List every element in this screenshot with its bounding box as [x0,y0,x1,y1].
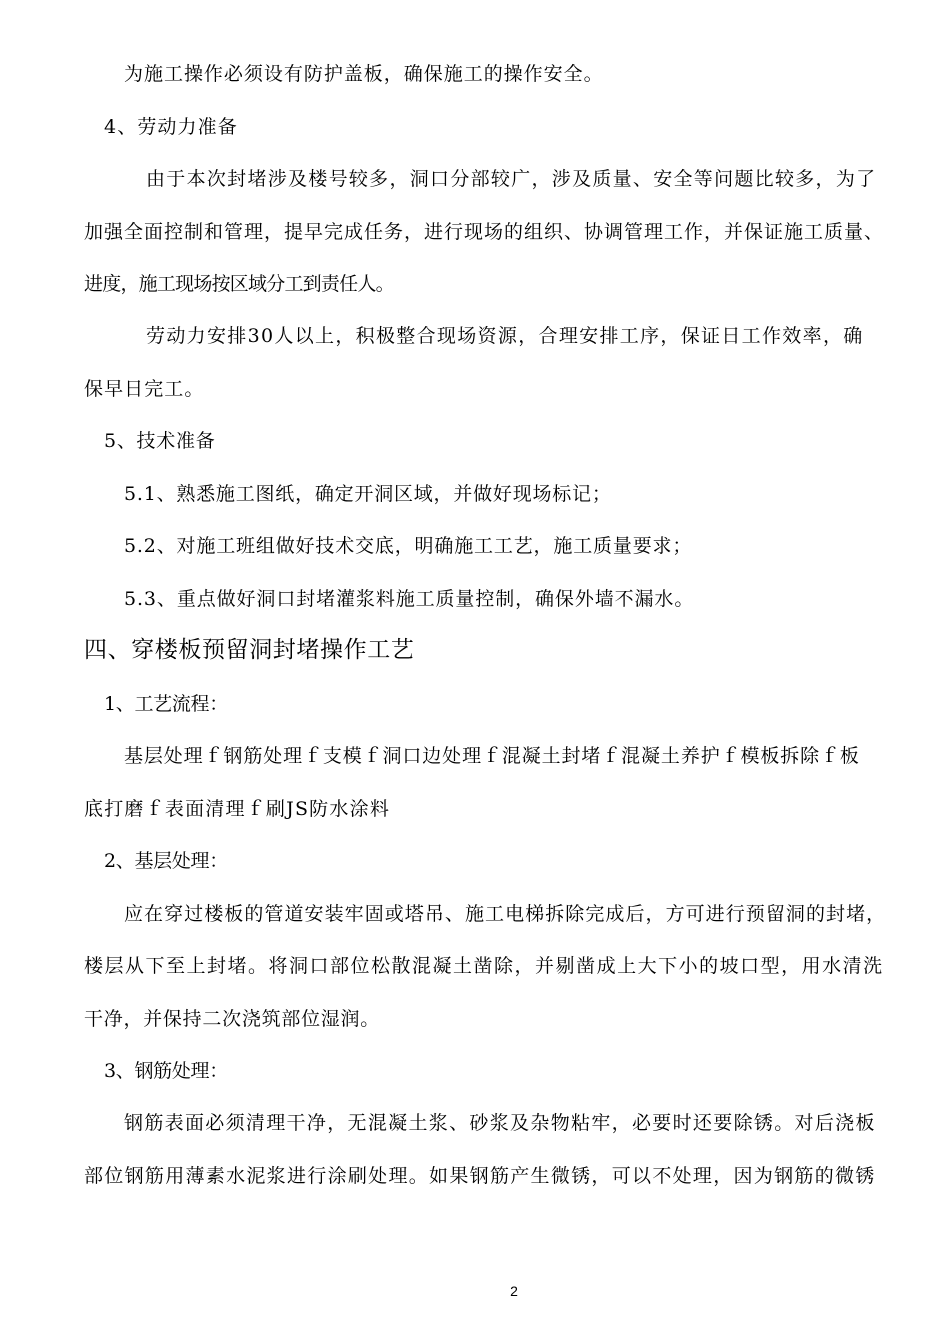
paragraph-line: 应在穿过楼板的管道安装牢固或塔吊、施工电梯拆除完成后，方可进行预留洞的封堵， [124,903,887,925]
list-item: 5.3、重点做好洞口封堵灌浆料施工质量控制，确保外墙不漏水。 [124,588,695,610]
paragraph-line: 干净，并保持二次浇筑部位湿润。 [84,1008,381,1030]
paragraph-line: 进度，施工现场按区域分工到责任人。 [84,273,394,295]
section-heading-tech: 5、技术准备 [104,430,216,452]
section-heading-labor: 4、劳动力准备 [104,116,238,138]
page-number: 2 [510,1283,518,1299]
paragraph-line: 保早日完工。 [84,378,205,400]
paragraph-line: 由于本次封堵涉及楼号较多，洞口分部较广，涉及质量、安全等问题比较多，为了 [146,168,877,190]
section-heading-process: 1、工艺流程： [104,693,228,715]
list-item: 5.2、对施工班组做好技术交底，明确施工工艺，施工质量要求； [124,535,693,557]
paragraph-line: 楼层从下至上封堵。将洞口部位松散混凝土凿除，并剔凿成上大下小的坡口型，用水清洗 [84,955,884,977]
paragraph-line: 部位钢筋用薄素水泥浆进行涂刷处理。如果钢筋产生微锈，可以不处理，因为钢筋的微锈 [84,1165,876,1187]
paragraph-line: 钢筋表面必须清理干净，无混凝土浆、砂浆及杂物粘牢，必要时还要除锈。对后浇板 [124,1112,876,1134]
paragraph-line: 基层处理ｆ钢筋处理ｆ支模ｆ洞口边处理ｆ混凝土封堵ｆ混凝土养护ｆ模板拆除ｆ板 [124,745,860,767]
paragraph-line: 底打磨ｆ表面清理ｆ刷JS防水涂料 [84,798,391,820]
paragraph-line: 加强全面控制和管理，提早完成任务，进行现场的组织、协调管理工作，并保证施工质量、 [84,221,885,243]
paragraph-line: 为施工操作必须设有防护盖板，确保施工的操作安全。 [124,63,604,85]
list-item: 5.1、熟悉施工图纸，确定开洞区域，并做好现场标记； [124,483,612,505]
paragraph-line: 劳动力安排30人以上，积极整合现场资源，合理安排工序，保证日工作效率，确 [146,325,864,347]
chapter-heading: 四、穿楼板预留洞封堵操作工艺 [84,637,415,663]
section-heading-base: 2、基层处理： [104,850,228,872]
section-heading-rebar: 3、钢筋处理： [104,1060,228,1082]
